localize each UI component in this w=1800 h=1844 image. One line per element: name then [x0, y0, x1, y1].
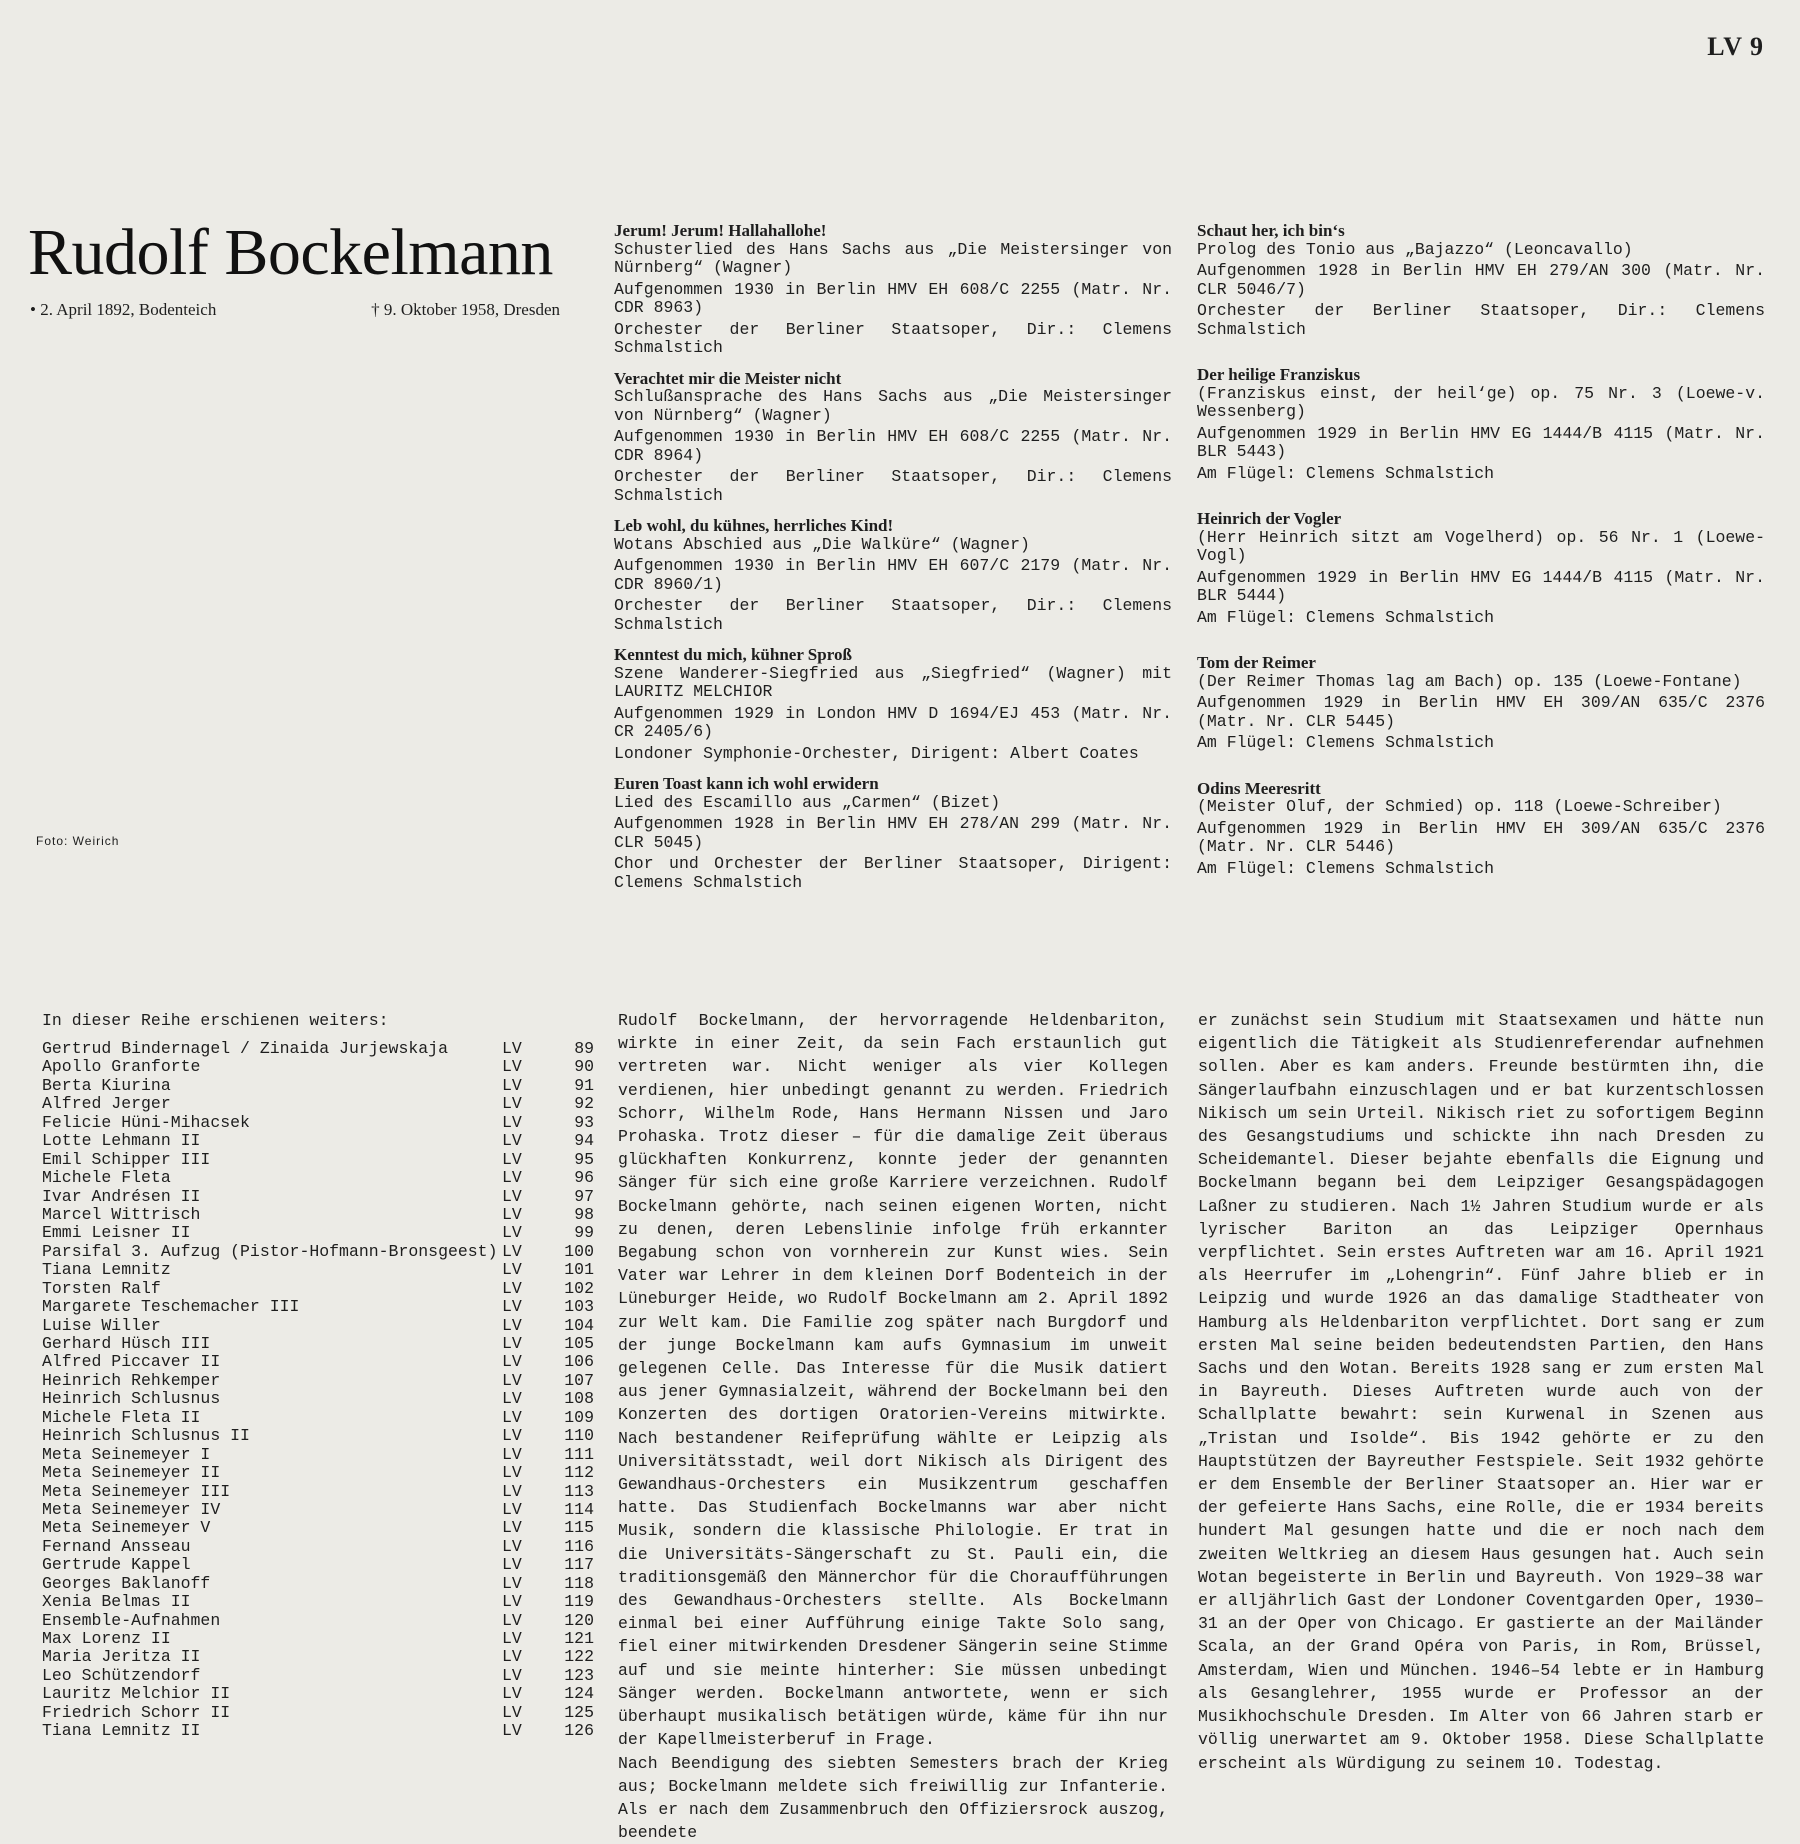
series-item-name: Luise Willer: [42, 1317, 502, 1335]
series-item-number: 114: [536, 1501, 594, 1519]
series-item: [42, 1151, 594, 1169]
series-item-name: Gerhard Hüsch III: [42, 1335, 502, 1353]
series-item-prefix: LV: [502, 1040, 536, 1058]
series-item-prefix: LV: [502, 1353, 536, 1371]
series-item: [42, 1575, 594, 1593]
series-item-number: 106: [536, 1353, 594, 1371]
track-entry: [1197, 222, 1765, 339]
series-item: [42, 1372, 594, 1390]
series-item-prefix: LV: [502, 1335, 536, 1353]
series-item-name: Parsifal 3. Aufzug (Pistor-Hofmann-Bronsgeest): [42, 1243, 502, 1261]
series-item: [42, 1538, 594, 1556]
series-item: [42, 1409, 594, 1427]
biography-left: [618, 1009, 1168, 1844]
series-item-name: Maria Jeritza II: [42, 1648, 502, 1666]
series-heading: In dieser Reihe erschienen weiters:: [42, 1011, 594, 1030]
series-item-number: 91: [536, 1077, 594, 1095]
track-description: (Franziskus einst, der heil‘ge) op. 75 Nr. 3 (Loewe-v. Wessenberg): [1197, 385, 1765, 422]
series-item-name: Apollo Granforte: [42, 1058, 502, 1076]
series-item-name: Berta Kiurina: [42, 1077, 502, 1095]
series-item: [42, 1040, 594, 1058]
series-item-name: Meta Seinemeyer V: [42, 1519, 502, 1537]
series-item-name: Emil Schipper III: [42, 1151, 502, 1169]
series-item: [42, 1317, 594, 1335]
track-description: (Herr Heinrich sitzt am Vogelherd) op. 56 Nr. 1 (Loewe-Vogl): [1197, 529, 1765, 566]
series-item: [42, 1206, 594, 1224]
series-item-number: 100: [536, 1243, 594, 1261]
track-entry: [614, 775, 1172, 892]
series-item-prefix: LV: [502, 1464, 536, 1482]
track-description: Szene Wanderer-Siegfried aus „Siegfried“ (Wagner) mit LAURITZ MELCHIOR: [614, 665, 1172, 702]
catalog-number: LV 9: [1707, 32, 1764, 62]
series-item-prefix: LV: [502, 1058, 536, 1076]
series-item-number: 104: [536, 1317, 594, 1335]
series-item-prefix: LV: [502, 1519, 536, 1537]
series-item-name: Xenia Belmas II: [42, 1593, 502, 1611]
series-item-name: Meta Seinemeyer II: [42, 1464, 502, 1482]
series-item-number: 99: [536, 1224, 594, 1242]
series-item-prefix: LV: [502, 1556, 536, 1574]
series-item-name: Lauritz Melchior II: [42, 1685, 502, 1703]
track-description: Lied des Escamillo aus „Carmen“ (Bizet): [614, 794, 1172, 813]
track-recording: Aufgenommen 1929 in Berlin HMV EG 1444/B 4115 (Matr. Nr. BLR 5444): [1197, 569, 1765, 606]
track-title: Der heilige Franziskus: [1197, 366, 1765, 385]
track-title: Kenntest du mich, kühner Sproß: [614, 646, 1172, 665]
series-item-name: Marcel Wittrisch: [42, 1206, 502, 1224]
series-item-name: Heinrich Schlusnus II: [42, 1427, 502, 1445]
series-item-number: 117: [536, 1556, 594, 1574]
series-item-number: 105: [536, 1335, 594, 1353]
series-item: [42, 1648, 594, 1666]
series-item: [42, 1483, 594, 1501]
series-item-number: 103: [536, 1298, 594, 1316]
artist-name: Rudolf Bockelmann: [28, 215, 553, 291]
series-item-number: 121: [536, 1630, 594, 1648]
series-item-number: 102: [536, 1280, 594, 1298]
series-item-prefix: LV: [502, 1243, 536, 1261]
track-list-right: [1197, 222, 1765, 905]
track-description: Wotans Abschied aus „Die Walküre“ (Wagner): [614, 536, 1172, 555]
track-recording: Aufgenommen 1930 in Berlin HMV EH 608/C 2255 (Matr. Nr. CDR 8964): [614, 428, 1172, 465]
series-item-name: Gertrud Bindernagel / Zinaida Jurjewskaja: [42, 1040, 502, 1058]
series-item-prefix: LV: [502, 1224, 536, 1242]
series-item-prefix: LV: [502, 1483, 536, 1501]
series-item: [42, 1427, 594, 1445]
series-item-name: Michele Fleta: [42, 1169, 502, 1187]
series-item-number: 96: [536, 1169, 594, 1187]
biography-paragraph: Rudolf Bockelmann, der hervorragende Heldenbariton, wirkte in einer Zeit, da sein Fach erstaunlich gut vertreten war. Nicht weniger als vier Kollegen verdienen, hier unbedingt genannt zu werden. Friedrich Schorr, Wilhelm Rode, Hans Hermann Nissen und Jaro Prohaska. Trotz dieser – für die damalige Zeit überaus glückhaften Konkurrenz, konnte jeder der genannten Sänger für sich eine große Karriere verzeichnen. Rudolf Bockelmann gehörte, nach seinen eigenen Worten, nicht zu denen, deren Lebenslinie infolge früh erkannter Begabung schon von vornherein zur Kunst wies. Sein Vater war Lehrer in dem kleinen Dorf Bodenteich in der Lüneburger Heide, wo Rudolf Bockelmann am 2. April 1892 zur Welt kam. Die Familie zog später nach Burgdorf und der junge Bockelmann kam aufs Gymnasium im unweit gelegenen Celle. Das Interesse für die Musik datiert aus jener Gymnasialzeit, während der Bockelmann bei den Konzerten des dortigen Oratorien-Vereins mitwirkte. Nach bestandener Reifeprüfung wählte er Leipzig als Universitätsstadt, weil dort Nikisch als Dirigent des Gewandhaus-Orchesters ein Musikzentrum geschaffen hatte. Das Studienfach Bockelmanns war aber nicht Musik, sondern die klassische Philologie. Er trat in die Universitäts-Sängerschaft zu St. Pauli ein, die traditionsgemäß den Männerchor für die Choraufführungen des Gewandhaus-Orchesters stellte. Als Bockelmann einmal bei einer Aufführung einige Takte Solo sang, fiel einer mitwirkenden Dresdener Sängerin seine Stimme auf und sie meinte hinterher: Sie müssen unbedingt Sänger werden. Bockelmann antwortete, wenn er sich überhaupt musikalisch betätigen würde, käme für ihn nur der Kapellmeisterberuf in Frage.: [618, 1009, 1168, 1752]
track-performers: Am Flügel: Clemens Schmalstich: [1197, 465, 1765, 484]
series-item-number: 116: [536, 1538, 594, 1556]
series-item-name: Friedrich Schorr II: [42, 1704, 502, 1722]
series-item-number: 118: [536, 1575, 594, 1593]
track-performers: Londoner Symphonie-Orchester, Dirigent: Albert Coates: [614, 745, 1172, 764]
track-performers: Chor und Orchester der Berliner Staatsoper, Dirigent: Clemens Schmalstich: [614, 855, 1172, 892]
track-title: Jerum! Jerum! Hallahallohe!: [614, 222, 1172, 241]
series-item-name: Alfred Jerger: [42, 1095, 502, 1113]
series-item-prefix: LV: [502, 1427, 536, 1445]
track-title: Odins Meeresritt: [1197, 780, 1765, 799]
series-item-prefix: LV: [502, 1206, 536, 1224]
series-item: [42, 1132, 594, 1150]
series-item-number: 115: [536, 1519, 594, 1537]
series-item-number: 95: [536, 1151, 594, 1169]
series-item: [42, 1685, 594, 1703]
track-recording: Aufgenommen 1929 in Berlin HMV EG 1444/B 4115 (Matr. Nr. BLR 5443): [1197, 425, 1765, 462]
series-item: [42, 1095, 594, 1113]
track-title: Heinrich der Vogler: [1197, 510, 1765, 529]
series-item: [42, 1630, 594, 1648]
series-item-number: 97: [536, 1188, 594, 1206]
series-item-prefix: LV: [502, 1538, 536, 1556]
series-item-prefix: LV: [502, 1593, 536, 1611]
series-item: [42, 1058, 594, 1076]
series-item: [42, 1612, 594, 1630]
series-item-number: 122: [536, 1648, 594, 1666]
series-item-name: Michele Fleta II: [42, 1409, 502, 1427]
life-dates: [30, 300, 560, 320]
series-item-name: Ensemble-Aufnahmen: [42, 1612, 502, 1630]
track-entry: [1197, 780, 1765, 879]
track-entry: [614, 646, 1172, 763]
series-item-name: Heinrich Schlusnus: [42, 1390, 502, 1408]
series-item-prefix: LV: [502, 1446, 536, 1464]
series-item-prefix: LV: [502, 1317, 536, 1335]
series-item: [42, 1353, 594, 1371]
series-item-name: Max Lorenz II: [42, 1630, 502, 1648]
series-item-prefix: LV: [502, 1151, 536, 1169]
series-item-number: 89: [536, 1040, 594, 1058]
series-item-name: Felicie Hüni-Mihacsek: [42, 1114, 502, 1132]
series-item-prefix: LV: [502, 1685, 536, 1703]
series-item: [42, 1169, 594, 1187]
series-item: [42, 1261, 594, 1279]
track-performers: Am Flügel: Clemens Schmalstich: [1197, 734, 1765, 753]
series-item: [42, 1077, 594, 1095]
series-item-name: Lotte Lehmann II: [42, 1132, 502, 1150]
series-item: [42, 1667, 594, 1685]
series-item-name: Emmi Leisner II: [42, 1224, 502, 1242]
photo-credit: Foto: Weirich: [36, 834, 119, 848]
series-item-prefix: LV: [502, 1648, 536, 1666]
series-item-prefix: LV: [502, 1501, 536, 1519]
series-item-name: Margarete Teschemacher III: [42, 1298, 502, 1316]
biography-paragraph: Nach Beendigung des siebten Semesters brach der Krieg aus; Bockelmann meldete sich freiwillig zur Infanterie. Als er nach dem Zusammenbruch den Offiziersrock auszog, beendete: [618, 1752, 1168, 1844]
track-performers: Am Flügel: Clemens Schmalstich: [1197, 609, 1765, 628]
track-performers: Am Flügel: Clemens Schmalstich: [1197, 860, 1765, 879]
series-item: [42, 1390, 594, 1408]
track-title: Leb wohl, du kühnes, herrliches Kind!: [614, 517, 1172, 536]
series-item-number: 101: [536, 1261, 594, 1279]
series-item: [42, 1501, 594, 1519]
track-recording: Aufgenommen 1930 in Berlin HMV EH 607/C 2179 (Matr. Nr. CDR 8960/1): [614, 557, 1172, 594]
series-item-name: Meta Seinemeyer IV: [42, 1501, 502, 1519]
series-item-number: 107: [536, 1372, 594, 1390]
series-item-number: 109: [536, 1409, 594, 1427]
series-item: [42, 1280, 594, 1298]
series-item-prefix: LV: [502, 1409, 536, 1427]
series-item-name: Ivar Andrésen II: [42, 1188, 502, 1206]
track-entry: [1197, 366, 1765, 483]
series-item-name: Meta Seinemeyer III: [42, 1483, 502, 1501]
series-item-number: 111: [536, 1446, 594, 1464]
series-item-prefix: LV: [502, 1132, 536, 1150]
series-item: [42, 1593, 594, 1611]
series-item-prefix: LV: [502, 1575, 536, 1593]
track-description: Prolog des Tonio aus „Bajazzo“ (Leoncavallo): [1197, 241, 1765, 260]
series-item-number: 124: [536, 1685, 594, 1703]
track-recording: Aufgenommen 1928 in Berlin HMV EH 279/AN 300 (Matr. Nr. CLR 5046/7): [1197, 262, 1765, 299]
series-item-name: Gertrude Kappel: [42, 1556, 502, 1574]
birth-date: • 2. April 1892, Bodenteich: [30, 300, 216, 320]
series-item-prefix: LV: [502, 1667, 536, 1685]
series-item-prefix: LV: [502, 1169, 536, 1187]
series-item-number: 94: [536, 1132, 594, 1150]
series-item: [42, 1446, 594, 1464]
track-recording: Aufgenommen 1928 in Berlin HMV EH 278/AN 299 (Matr. Nr. CLR 5045): [614, 815, 1172, 852]
series-item-number: 93: [536, 1114, 594, 1132]
biography-right: [1198, 1009, 1764, 1775]
track-description: (Meister Oluf, der Schmied) op. 118 (Loewe-Schreiber): [1197, 798, 1765, 817]
series-item-number: 120: [536, 1612, 594, 1630]
track-title: Euren Toast kann ich wohl erwidern: [614, 775, 1172, 794]
series-item: [42, 1704, 594, 1722]
series-item-number: 113: [536, 1483, 594, 1501]
series-item-name: Leo Schützendorf: [42, 1667, 502, 1685]
series-item: [42, 1722, 594, 1740]
track-title: Verachtet mir die Meister nicht: [614, 370, 1172, 389]
series-item-prefix: LV: [502, 1298, 536, 1316]
track-description: (Der Reimer Thomas lag am Bach) op. 135 (Loewe-Fontane): [1197, 673, 1765, 692]
track-performers: Orchester der Berliner Staatsoper, Dir.: Clemens Schmalstich: [614, 468, 1172, 505]
series-item-name: Heinrich Rehkemper: [42, 1372, 502, 1390]
track-performers: Orchester der Berliner Staatsoper, Dir.: Clemens Schmalstich: [1197, 302, 1765, 339]
series-item-number: 125: [536, 1704, 594, 1722]
series-item-name: Tiana Lemnitz: [42, 1261, 502, 1279]
series-item: [42, 1335, 594, 1353]
series-item-prefix: LV: [502, 1390, 536, 1408]
series-item: [42, 1298, 594, 1316]
series-item: [42, 1556, 594, 1574]
track-description: Schusterlied des Hans Sachs aus „Die Meistersinger von Nürnberg“ (Wagner): [614, 241, 1172, 278]
series-item-name: Fernand Ansseau: [42, 1538, 502, 1556]
track-recording: Aufgenommen 1929 in Berlin HMV EH 309/AN 635/C 2376 (Matr. Nr. CLR 5446): [1197, 820, 1765, 857]
track-performers: Orchester der Berliner Staatsoper, Dir.: Clemens Schmalstich: [614, 597, 1172, 634]
track-recording: Aufgenommen 1930 in Berlin HMV EH 608/C 2255 (Matr. Nr. CDR 8963): [614, 281, 1172, 318]
track-recording: Aufgenommen 1929 in Berlin HMV EH 309/AN 635/C 2376 (Matr. Nr. CLR 5445): [1197, 694, 1765, 731]
series-item-number: 90: [536, 1058, 594, 1076]
series-item-prefix: LV: [502, 1630, 536, 1648]
series-item-number: 98: [536, 1206, 594, 1224]
series-item-prefix: LV: [502, 1612, 536, 1630]
track-recording: Aufgenommen 1929 in London HMV D 1694/EJ 453 (Matr. Nr. CR 2405/6): [614, 705, 1172, 742]
series-item-prefix: LV: [502, 1077, 536, 1095]
series-item-name: Meta Seinemeyer I: [42, 1446, 502, 1464]
series-item-prefix: LV: [502, 1095, 536, 1113]
track-entry: [614, 370, 1172, 506]
series-item-prefix: LV: [502, 1722, 536, 1740]
series-item-number: 92: [536, 1095, 594, 1113]
series-item-prefix: LV: [502, 1280, 536, 1298]
series-item-number: 126: [536, 1722, 594, 1740]
biography-paragraph: er zunächst sein Studium mit Staatsexamen und hätte nun eigentlich die Tätigkeit als Studienreferendar aufnehmen sollen. Aber es kam anders. Freunde bestürmten ihn, die Sängerlaufbahn einzuschlagen und er bat kurzentschlossen Nikisch um sein Urteil. Nikisch riet zu sofortigem Beginn des Gesangstudiums und schickte ihn nach Dresden zu Scheidemantel. Dieser bejahte ebenfalls die Eignung und Bockelmann begann bei dem Leipziger Gesangspädagogen Laßner zu studieren. Nach 1½ Jahren Studium wurde er als lyrischer Bariton an das Leipziger Opernhaus verpflichtet. Sein erstes Auftreten war am 16. April 1921 als Heerrufer im „Lohengrin“. Fünf Jahre blieb er in Leipzig und wurde 1926 an das damalige Stadtheater von Hamburg als Heldenbariton verpflichtet. Dort sang er zum ersten Mal seine beiden bedeutendsten Partien, den Hans Sachs und den Wotan. Bereits 1928 sang er zum ersten Mal in Bayreuth. Dieses Auftreten wurde auch von der Schallplatte bewahrt: sein Kurwenal in Szenen aus „Tristan und Isolde“. Bis 1942 gehörte er zu den Hauptstützen der Bayreuther Festspiele. Seit 1932 gehörte er dem Ensemble der Berliner Staatsoper an. Hier war er der gefeierte Hans Sachs, eine Rolle, die er 1934 bereits hundert Mal gesungen hatte und die er noch nach dem zweiten Weltkrieg an diesem Haus gesungen hat. Auch sein Wotan begeisterte in Berlin und Bayreuth. Von 1929–38 war er alljährlich Gast der Londoner Coventgarden Oper, 1930–31 an der Oper von Chicago. Er gastierte an der Mailänder Scala, an der Grand Opéra von Paris, in Rom, Brüssel, Amsterdam, Wien und München. 1946–54 lebte er in Hamburg als Gesanglehrer, 1955 wurde er Professor an der Musikhochschule Dresden. Im Alter von 66 Jahren starb er völlig unerwartet am 9. Oktober 1958. Diese Schallplatte erscheint als Würdigung zu seinem 10. Todestag.: [1198, 1009, 1764, 1775]
series-item-name: Torsten Ralf: [42, 1280, 502, 1298]
series-item-number: 110: [536, 1427, 594, 1445]
track-title: Schaut her, ich bin‘s: [1197, 222, 1765, 241]
series-item: [42, 1464, 594, 1482]
series-item-name: Alfred Piccaver II: [42, 1353, 502, 1371]
series-item-prefix: LV: [502, 1261, 536, 1279]
track-entry: [1197, 654, 1765, 753]
series-item-number: 108: [536, 1390, 594, 1408]
series-item: [42, 1114, 594, 1132]
track-title: Tom der Reimer: [1197, 654, 1765, 673]
track-performers: Orchester der Berliner Staatsoper, Dir.: Clemens Schmalstich: [614, 321, 1172, 358]
death-date: † 9. Oktober 1958, Dresden: [371, 300, 560, 320]
series-item-prefix: LV: [502, 1188, 536, 1206]
track-entry: [614, 222, 1172, 358]
series-item: [42, 1224, 594, 1242]
series-item-number: 119: [536, 1593, 594, 1611]
series-item-number: 123: [536, 1667, 594, 1685]
series-list: [42, 1011, 594, 1741]
series-item-number: 112: [536, 1464, 594, 1482]
series-item: [42, 1243, 594, 1261]
series-item-prefix: LV: [502, 1372, 536, 1390]
series-item-name: Tiana Lemnitz II: [42, 1722, 502, 1740]
series-item-prefix: LV: [502, 1704, 536, 1722]
track-description: Schlußansprache des Hans Sachs aus „Die Meistersinger von Nürnberg“ (Wagner): [614, 388, 1172, 425]
series-item-name: Georges Baklanoff: [42, 1575, 502, 1593]
track-entry: [1197, 510, 1765, 627]
series-item: [42, 1519, 594, 1537]
track-entry: [614, 517, 1172, 634]
series-rows: [42, 1040, 594, 1741]
series-item: [42, 1188, 594, 1206]
series-item-prefix: LV: [502, 1114, 536, 1132]
track-list-left: [614, 222, 1172, 904]
